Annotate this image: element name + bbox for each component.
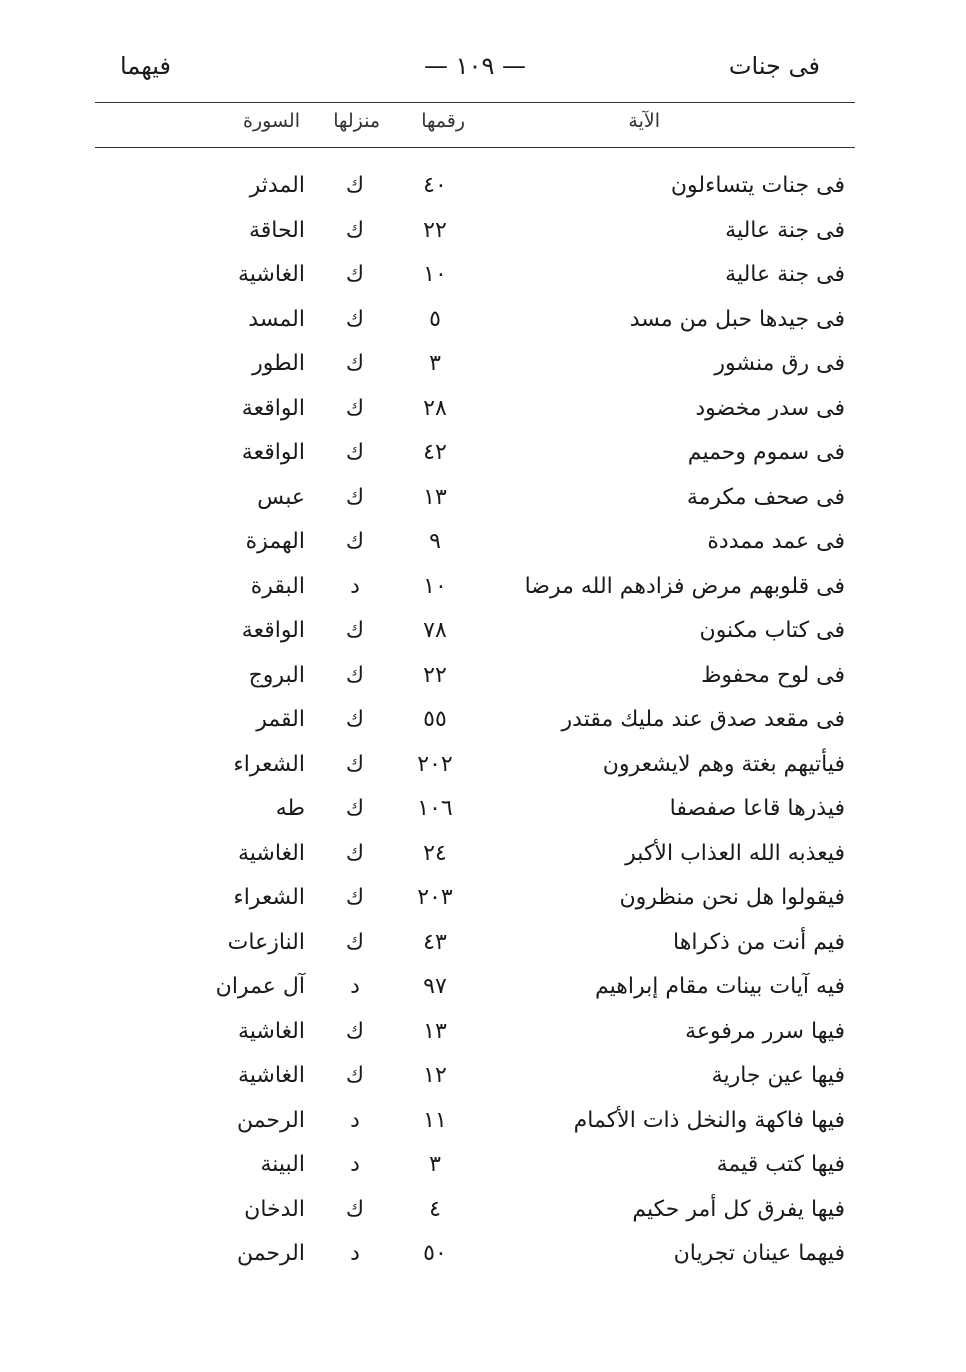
revelation-place: ك [345,1063,365,1088]
verse-number: ٤ [429,1196,441,1222]
surah-name: آل عمران [215,974,305,999]
index-row [95,787,855,832]
verse-text: فيأتيهم بغتة وهم لايشعرون [602,751,845,777]
index-row [95,253,855,298]
running-header [90,52,860,88]
revelation-place: ك [345,796,365,821]
revelation-place: ك [345,840,365,866]
index-row [95,476,855,521]
revelation-place: ك [345,618,365,643]
column-header-place: منزلها [333,110,380,132]
revelation-place: ك [345,929,365,955]
index-row [95,1143,855,1188]
verse-number: ٤٠ [423,173,447,198]
verse-text: فيها فاكهة والنخل ذات الأكمام [573,1107,845,1133]
verse-number: ٩ [429,529,441,554]
verse-number: ١٢ [423,1063,447,1088]
surah-name: الرحمن [236,1107,305,1133]
verse-number: ٥ [429,306,441,332]
verse-number: ٥٥ [423,707,447,732]
revelation-place: ك [345,1196,365,1222]
surah-name: المدثر [249,173,305,198]
verse-number: ٧٨ [423,618,447,643]
index-row [95,1232,855,1277]
surah-name: الدخان [244,1196,305,1222]
column-header-surah: السورة [243,110,300,132]
verse-text: فى سموم وحميم [687,440,845,465]
surah-name: القمر [256,707,305,732]
header-rule-bottom [95,147,855,148]
column-header-number: رقمها [421,110,465,132]
column-headers [95,110,855,140]
revelation-place: ك [345,662,365,688]
verse-text: فى سدر مخضود [695,395,845,421]
verse-number: ٢٢ [423,217,447,243]
index-row [95,1099,855,1144]
header-rule-top [95,102,855,103]
surah-name: الواقعة [241,440,305,465]
verse-text: فى جنة عالية [725,262,845,287]
revelation-place: ك [345,351,365,376]
verse-number: ١٣ [423,484,447,510]
index-row [95,209,855,254]
verse-number: ٢٠٣ [417,885,453,910]
verse-text: فى كتاب مكنون [699,618,845,643]
index-row [95,520,855,565]
index-row [95,1054,855,1099]
index-entries [95,164,855,1277]
verse-text: فى مقعد صدق عند مليك مقتدر [561,707,845,732]
surah-name: الحاقة [248,217,305,243]
surah-name: الهمزة [245,529,305,554]
index-row [95,342,855,387]
index-row [95,654,855,699]
verse-number: ٢٨ [423,395,447,421]
revelation-place: ك [345,529,365,554]
surah-name: الواقعة [241,618,305,643]
index-row [95,609,855,654]
verse-number: ١١ [423,1107,447,1133]
index-row [95,1188,855,1233]
column-header-verse: الآية [628,110,660,132]
revelation-place: ك [345,440,365,465]
verse-number: ١٣ [423,1018,447,1044]
index-row [95,298,855,343]
verse-number: ٢٤ [423,840,447,866]
verse-text: فى جيدها حبل من مسد [629,306,845,332]
surah-name: الرحمن [236,1241,305,1266]
verse-number: ٣ [429,351,441,376]
verse-number: ٢٠٢ [417,751,453,777]
verse-text: فيها سرر مرفوعة [685,1018,845,1044]
verse-text: فيه آيات بينات مقام إبراهيم [595,974,845,999]
surah-name: المسد [248,306,305,332]
surah-name: الشعراء [233,885,305,910]
index-row [95,876,855,921]
surah-name: الواقعة [241,395,305,421]
verse-text: فى صحف مكرمة [686,484,845,510]
verse-number: ٩٧ [423,974,447,999]
verse-text: فى جنات يتساءلون [670,173,845,198]
revelation-place: د [350,1107,360,1133]
revelation-place: ك [345,484,365,510]
verse-text: فى رق منشور [714,351,845,376]
surah-name: الغاشية [238,262,305,287]
revelation-place: ك [345,1018,365,1044]
revelation-place: د [350,1152,360,1177]
surah-name: البروج [248,662,305,688]
index-row [95,743,855,788]
surah-name: الغاشية [238,1063,305,1088]
header-first-entry: فى جنات [728,52,820,80]
index-row [95,431,855,476]
surah-name: البقرة [250,573,305,599]
revelation-place: ك [345,885,365,910]
verse-number: ٣ [429,1152,441,1177]
revelation-place: ك [345,217,365,243]
verse-number: ٥٠ [423,1241,447,1266]
verse-text: فيعذبه الله العذاب الأكبر [625,840,845,866]
index-row [95,387,855,432]
index-row [95,921,855,966]
verse-number: ١٠٦ [417,796,453,821]
revelation-place: ك [345,395,365,421]
revelation-place: د [350,974,360,999]
verse-text: فيها عين جارية [711,1063,845,1088]
surah-name: الطور [252,351,305,376]
surah-name: طه [275,796,305,821]
verse-text: فى قلوبهم مرض فزادهم الله مرضا [524,573,845,599]
verse-text: فى لوح محفوظ [701,662,845,688]
surah-name: النازعات [227,929,305,955]
surah-name: البينة [260,1152,305,1177]
revelation-place: ك [345,306,365,332]
page-number: — ١٠٩ — [424,52,526,80]
verse-number: ٤٢ [423,440,447,465]
revelation-place: ك [345,707,365,732]
verse-text: فى جنة عالية [725,217,845,243]
verse-text: فى عمد ممددة [707,529,845,554]
index-row [95,1010,855,1055]
surah-name: الشعراء [233,751,305,777]
revelation-place: ك [345,751,365,777]
verse-number: ١٠ [423,262,447,287]
verse-text: فيها يفرق كل أمر حكيم [632,1196,845,1222]
revelation-place: د [350,1241,360,1266]
verse-number: ٢٢ [423,662,447,688]
index-row [95,965,855,1010]
surah-name: الغاشية [238,1018,305,1044]
verse-text: فيهما عينان تجريان [673,1241,845,1266]
revelation-place: ك [345,173,365,198]
index-row [95,565,855,610]
index-row [95,698,855,743]
index-row [95,164,855,209]
surah-name: الغاشية [238,840,305,866]
verse-text: فيذرها قاعا صفصفا [669,796,845,821]
revelation-place: د [350,573,360,599]
verse-text: فيها كتب قيمة [716,1152,845,1177]
index-row [95,832,855,877]
verse-text: فيقولوا هل نحن منظرون [619,885,845,910]
verse-text: فيم أنت من ذكراها [673,929,845,955]
header-last-entry: فيهما [120,52,171,80]
verse-number: ١٠ [423,573,447,599]
revelation-place: ك [345,262,365,287]
verse-number: ٤٣ [423,929,447,955]
surah-name: عبس [257,484,305,510]
